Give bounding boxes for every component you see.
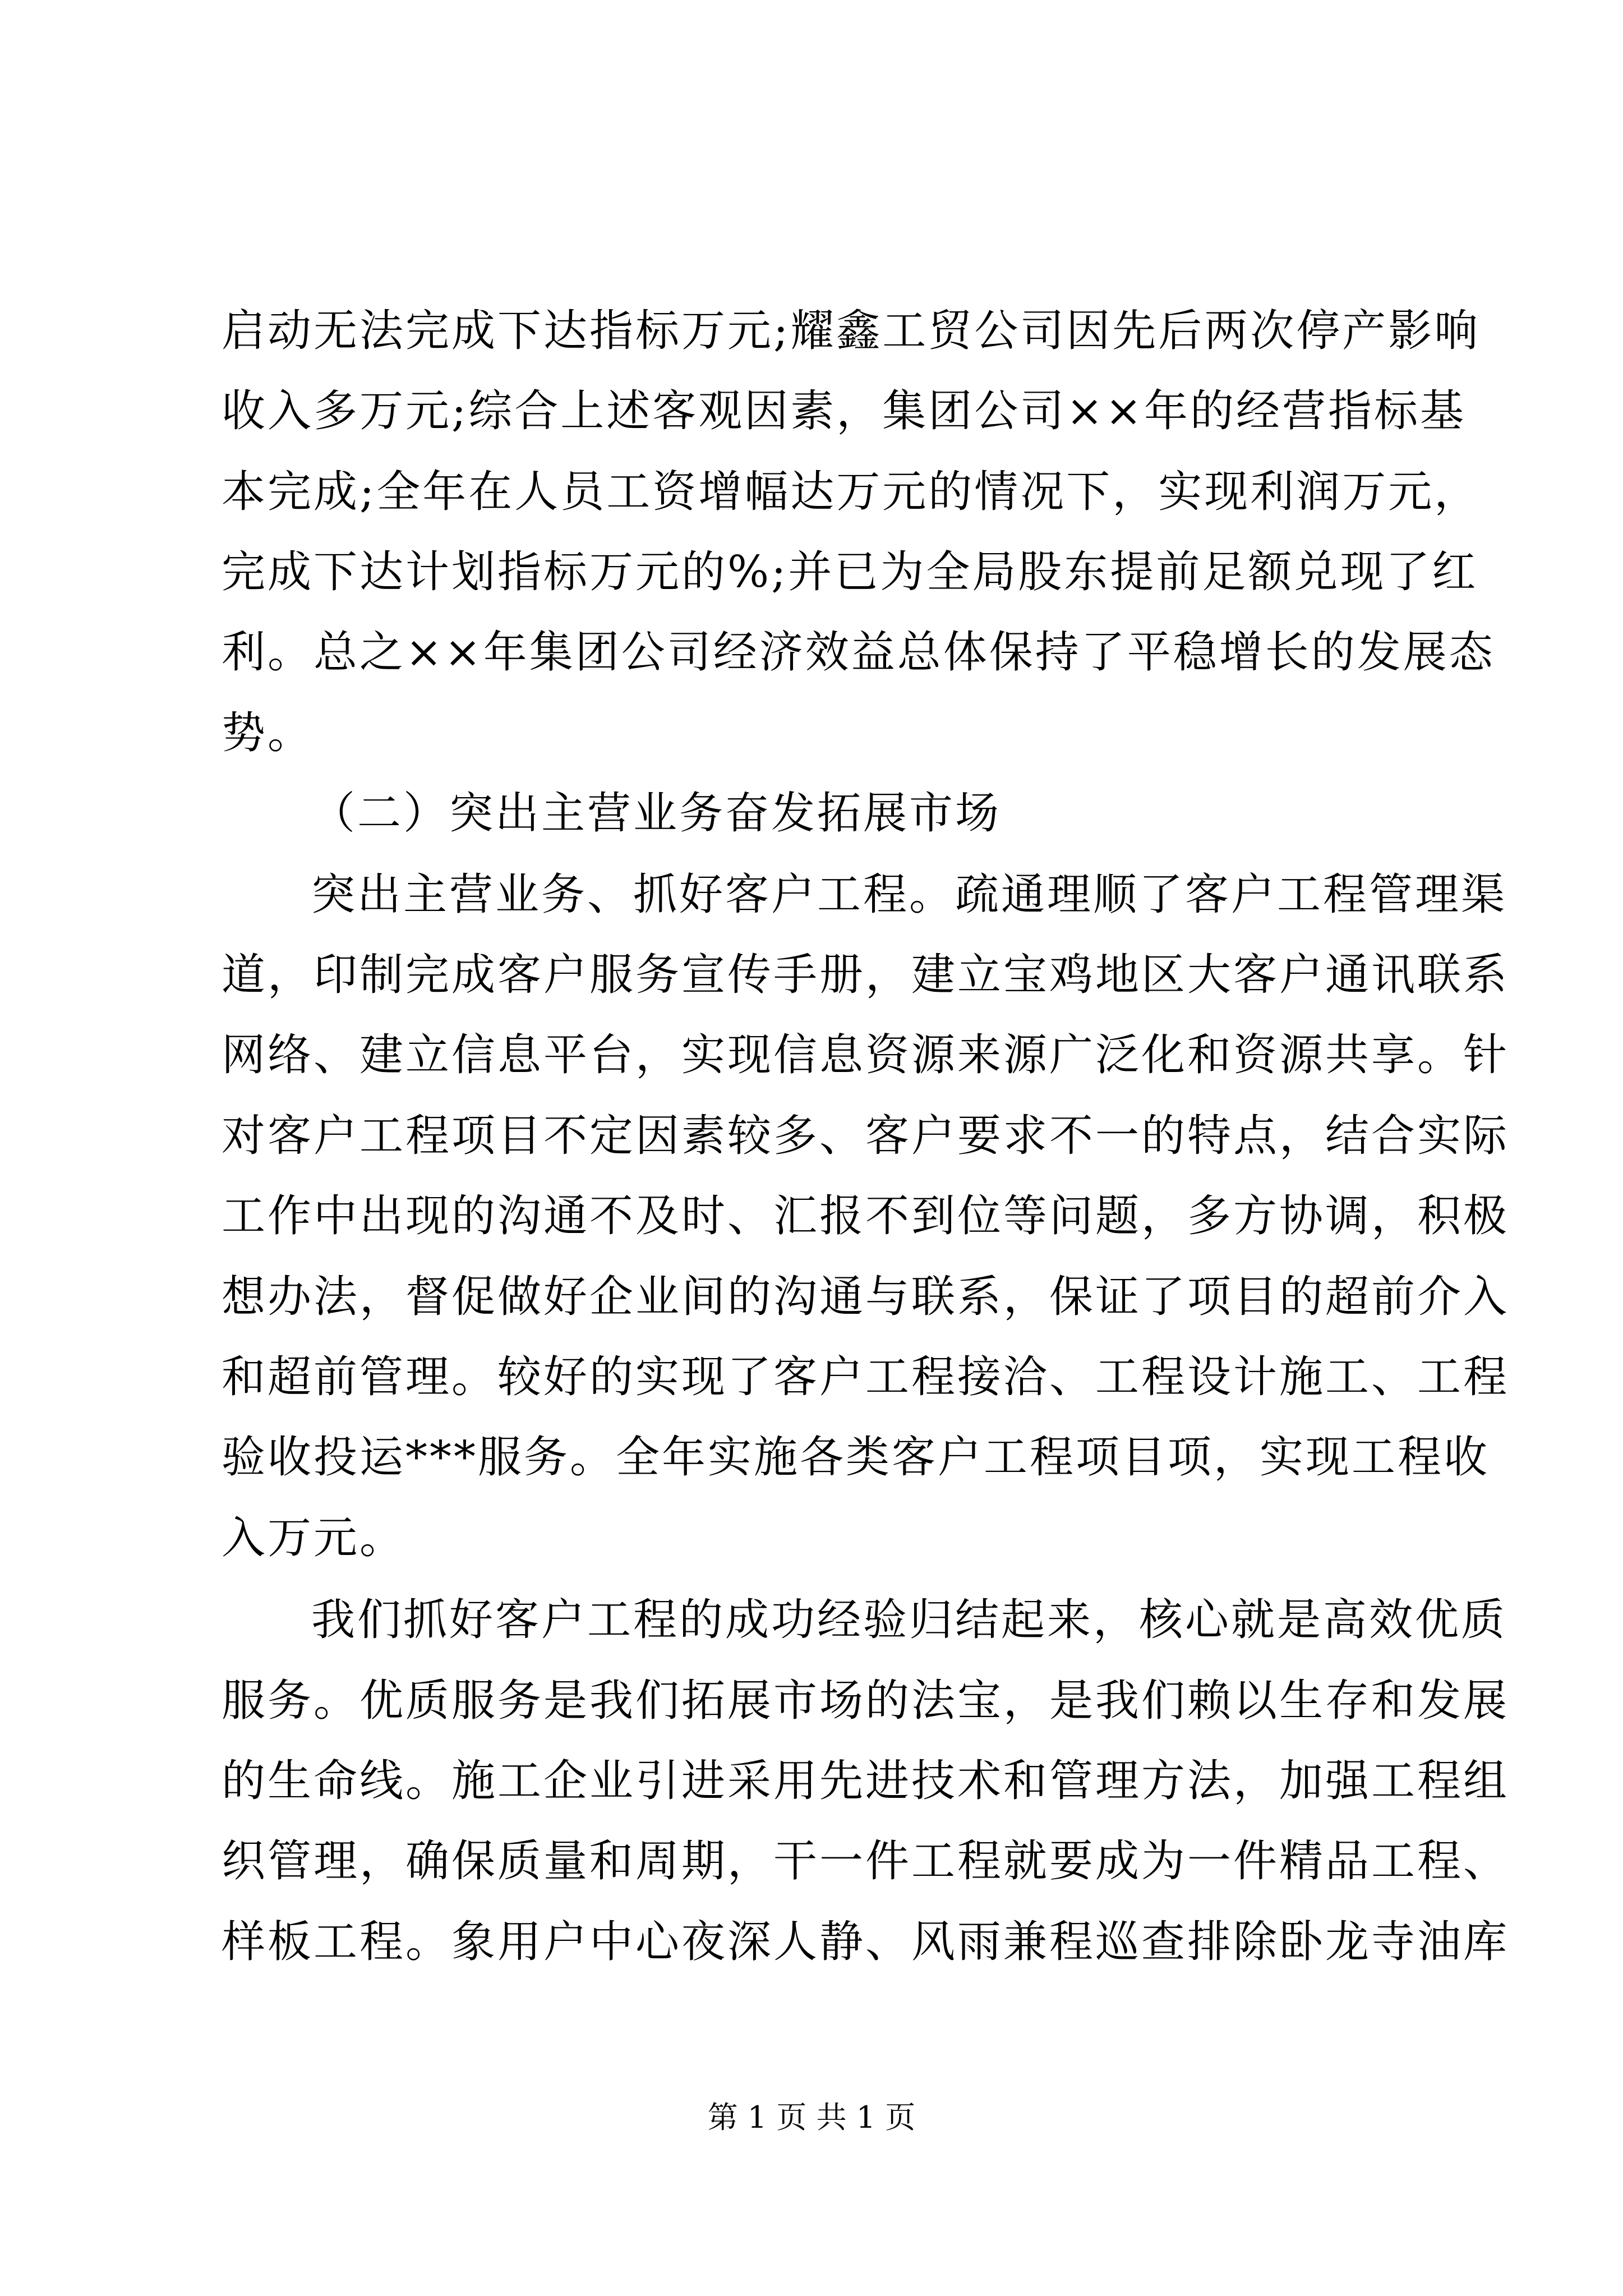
text-line-19: 的生命线。施工企业引进采用先进技术和管理方法，加强工程组 bbox=[222, 1756, 1510, 1806]
text-line-2: 收入多万元;综合上述客观因素，集团公司××年的经营指标基 bbox=[222, 386, 1466, 436]
page-footer: 第 1 页 共 1 页 bbox=[707, 2100, 916, 2135]
text-line-11: 对客户工程项目不定因素较多、客户要求不一的特点，结合实际 bbox=[222, 1111, 1510, 1161]
text-line-20: 织管理，确保质量和周期，干一件工程就要成为一件精品工程、 bbox=[222, 1836, 1510, 1887]
text-line-1: 启动无法完成下达指标万元;耀鑫工贸公司因先后两次停产影响 bbox=[222, 306, 1481, 356]
text-line-12: 工作中出现的沟通不及时、汇报不到位等问题，多方协调，积极 bbox=[222, 1191, 1510, 1241]
text-line-10: 网络、建立信息平台，实现信息资源来源广泛化和资源共享。针 bbox=[222, 1030, 1510, 1080]
text-line-9: 道，印制完成客户服务宣传手册，建立宝鸡地区大客户通讯联系 bbox=[222, 950, 1510, 1000]
text-line-13: 想办法，督促做好企业间的沟通与联系，保证了项目的超前介入 bbox=[222, 1272, 1510, 1322]
text-line-4: 完成下达计划指标万元的%;并已为全局股东提前足额兑现了红 bbox=[222, 547, 1478, 597]
text-line-3: 本完成;全年在人员工资增幅达万元的情况下，实现利润万元， bbox=[222, 467, 1481, 517]
text-line-8: 突出主营业务、抓好客户工程。疏通理顺了客户工程管理渠 bbox=[311, 869, 1507, 920]
section-heading: （二）突出主营业务奋发拓展市场 bbox=[311, 788, 1002, 839]
text-line-18: 服务。优质服务是我们拓展市场的法宝，是我们赖以生存和发展 bbox=[222, 1676, 1510, 1726]
text-line-5: 利。总之××年集团公司经济效益总体保持了平稳增长的发展态 bbox=[222, 627, 1495, 678]
text-line-17: 我们抓好客户工程的成功经验归结起来，核心就是高效优质 bbox=[311, 1595, 1507, 1645]
text-line-6: 势。 bbox=[222, 708, 314, 758]
text-line-15: 验收投运***服务。全年实施各类客户工程项目项，实现工程收 bbox=[222, 1432, 1490, 1483]
text-line-14: 和超前管理。较好的实现了客户工程接洽、工程设计施工、工程 bbox=[222, 1352, 1510, 1402]
text-line-21: 样板工程。象用户中心夜深人静、风雨兼程巡查排除卧龙寺油库 bbox=[222, 1917, 1510, 1967]
text-line-16: 入万元。 bbox=[222, 1513, 406, 1563]
